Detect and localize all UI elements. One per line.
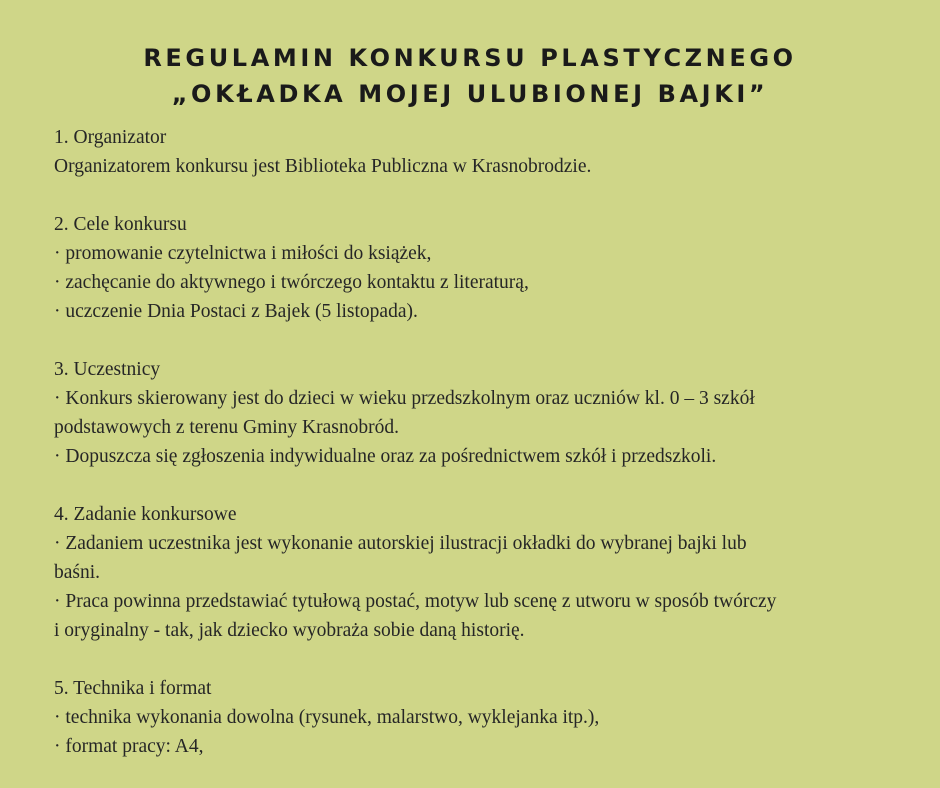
page-title [0, 40, 940, 112]
section-heading: 4. Zadanie konkursowe [54, 504, 237, 525]
section-heading: 1. Organizator [54, 127, 167, 148]
title-line-2: „OKŁADKA MOJEJ ULUBIONEJ BAJKI” [171, 80, 769, 108]
section-technique [54, 674, 904, 761]
paragraph: Organizatorem konkursu jest Biblioteka Publiczna w Krasnobrodzie. [54, 156, 592, 177]
section-heading: 3. Uczestnicy [54, 359, 161, 380]
spacer [54, 471, 904, 500]
regulations-body [54, 123, 904, 761]
section-organizer [54, 123, 904, 181]
list-item: · Dopuszcza się zgłoszenia indywidualne oraz za pośrednictwem szkół i przedszkoli. [54, 446, 717, 467]
list-item: · zachęcanie do aktywnego i twórczego kontaktu z literaturą, [54, 272, 529, 293]
title-line-1: REGULAMIN KONKURSU PLASTYCZNEGO [143, 44, 797, 72]
list-item-continuation: baśni. [54, 562, 101, 583]
list-item-continuation: podstawowych z terenu Gminy Krasnobród. [54, 417, 399, 438]
list-item: · technika wykonania dowolna (rysunek, malarstwo, wyklejanka itp.), [54, 707, 600, 728]
spacer [54, 181, 904, 210]
list-item: · promowanie czytelnictwa i miłości do książek, [54, 243, 432, 264]
list-item: · Konkurs skierowany jest do dzieci w wieku przedszkolnym oraz uczniów kl. 0 – 3 szkół [54, 388, 755, 409]
list-item: · Zadaniem uczestnika jest wykonanie autorskiej ilustracji okładki do wybranej bajki lub [54, 533, 747, 554]
list-item: · Praca powinna przedstawiać tytułową postać, motyw lub scenę z utworu w sposób twórczy [54, 591, 777, 612]
section-goals [54, 210, 904, 326]
section-heading: 5. Technika i format [54, 678, 212, 699]
list-item-continuation: i oryginalny - tak, jak dziecko wyobraża sobie daną historię. [54, 620, 525, 641]
section-participants [54, 355, 904, 471]
spacer [54, 326, 904, 355]
list-item: · format pracy: A4, [54, 736, 204, 757]
list-item: · uczczenie Dnia Postaci z Bajek (5 listopada). [54, 301, 418, 322]
section-heading: 2. Cele konkursu [54, 214, 187, 235]
spacer [54, 645, 904, 674]
section-task [54, 500, 904, 645]
